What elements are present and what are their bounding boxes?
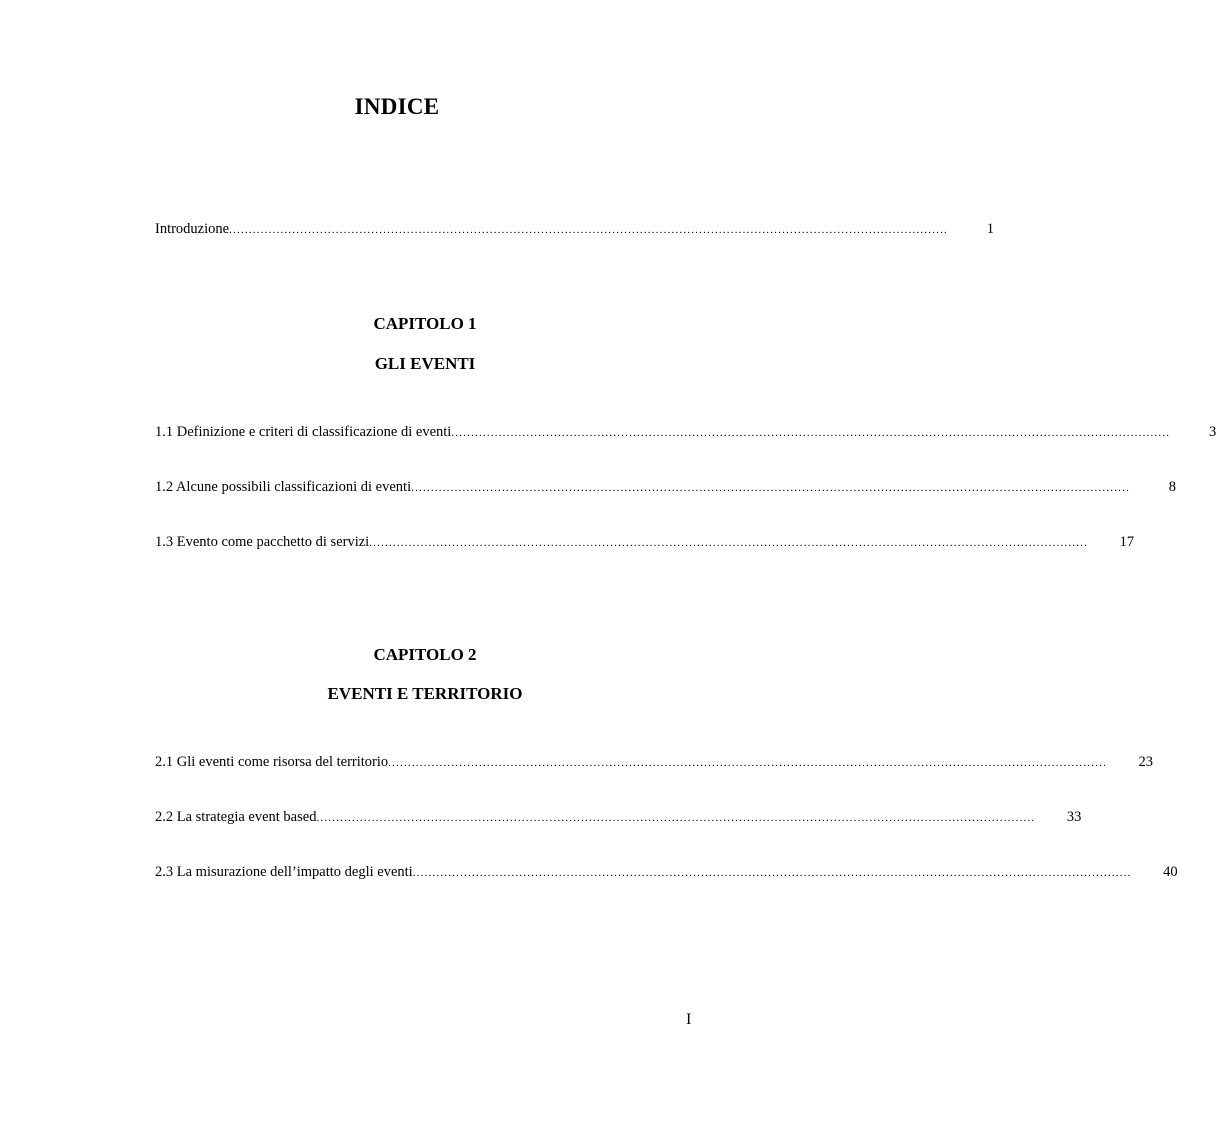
dot-leader: ...................................................................................................................................................................................... bbox=[229, 224, 948, 236]
dot-leader: ...................................................................................................................................................................................... bbox=[412, 867, 1132, 879]
toc-entry-page: 23 bbox=[1138, 754, 1154, 770]
toc-entry-page: 8 bbox=[1168, 479, 1177, 495]
toc-entry-label: 2.2 La strategia event based bbox=[155, 809, 317, 825]
toc-entry-2-1[interactable] bbox=[155, 752, 1154, 772]
chapter-2-title: EVENTI E TERRITORIO bbox=[327, 684, 523, 703]
toc-entry-page: 3 bbox=[1208, 424, 1216, 440]
toc-entry-page: 33 bbox=[1066, 809, 1082, 825]
toc-entry-label: 2.1 Gli eventi come risorsa del territorio bbox=[155, 754, 389, 770]
toc-entry-page: 40 bbox=[1163, 864, 1178, 880]
chapter-1-title: GLI EVENTI bbox=[374, 354, 476, 373]
page-title: INDICE bbox=[354, 94, 440, 119]
dot-leader: ...................................................................................................................................................................................... bbox=[316, 812, 1036, 824]
chapter-2-number: CAPITOLO 2 bbox=[373, 645, 477, 664]
toc-entry-label: 1.3 Evento come pacchetto di servizi bbox=[155, 534, 370, 550]
page-number: I bbox=[686, 1011, 692, 1028]
toc-entry-label: 1.1 Definizione e criteri di classificazione di eventi bbox=[155, 424, 452, 440]
toc-entry-1-1[interactable] bbox=[155, 422, 1216, 442]
dot-leader: ...................................................................................................................................................................................... bbox=[411, 482, 1131, 494]
toc-entry-label: Introduzione bbox=[155, 221, 230, 237]
toc-entry-label: 2.3 La misurazione dell’impatto degli eventi bbox=[155, 864, 413, 880]
dot-leader: ...................................................................................................................................................................................... bbox=[451, 427, 1171, 439]
toc-entry-1-3[interactable] bbox=[155, 532, 1135, 552]
toc-entry-page: 17 bbox=[1119, 534, 1135, 550]
toc-entry-introduction[interactable] bbox=[155, 219, 994, 239]
toc-entry-2-3[interactable] bbox=[155, 862, 1178, 882]
dot-leader: ...................................................................................................................................................................................... bbox=[369, 537, 1089, 549]
toc-entry-1-2[interactable] bbox=[155, 477, 1177, 497]
toc-entry-label: 1.2 Alcune possibili classificazioni di eventi bbox=[155, 479, 412, 495]
dot-leader: ...................................................................................................................................................................................... bbox=[388, 757, 1108, 769]
chapter-1-number: CAPITOLO 1 bbox=[373, 314, 477, 333]
toc-entry-page: 1 bbox=[986, 221, 994, 237]
toc-entry-2-2[interactable] bbox=[155, 807, 1082, 827]
